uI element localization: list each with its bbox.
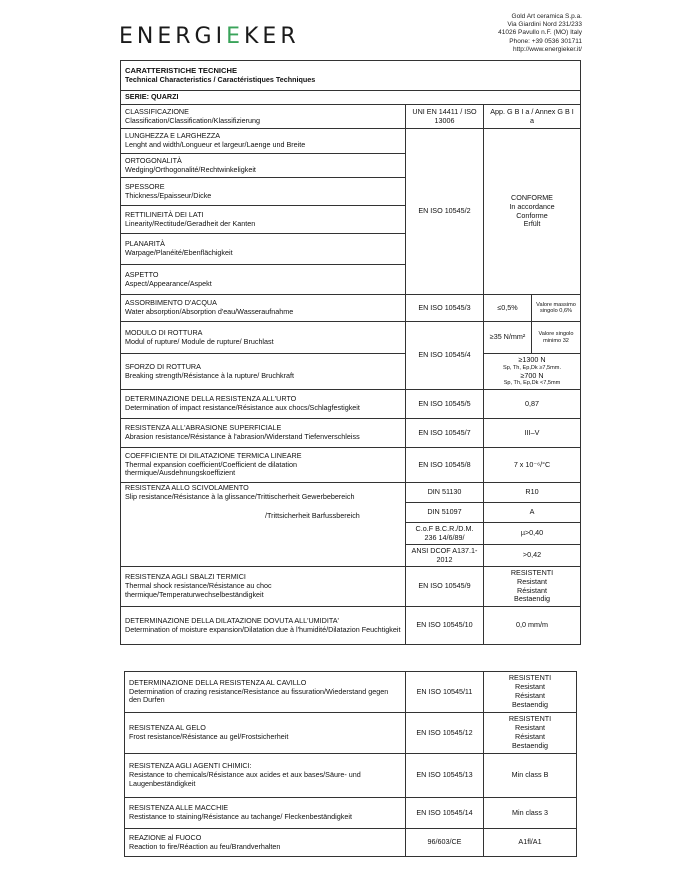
table-cell: EN ISO 10545/4 [406,322,484,390]
address-line: Gold Art ceramica S.p.a. [511,13,582,20]
cell-text: MODULO DI ROTTURA [125,327,203,337]
table-cell: ≥35 N/mm² [484,322,532,354]
cell-text: Reaction to fire/Réaction au feu/Brandverhalten [129,841,281,851]
cell-text: Frost resistance/Résistance au gel/Frostsicherheit [129,732,289,741]
cell-text: RESISTENZA AGLI SBALZI TERMICI [125,572,246,582]
table-cell: III–V [484,419,581,448]
cell-text: RESISTENZA AL GELO [129,723,206,733]
cell-text: RESISTENTI [508,673,552,683]
cell-text: Modul of rupture/ Module de rupture/ Bruchlast [125,336,274,346]
table-cell: EN ISO 10545/5 [406,390,484,419]
table-cell [125,798,406,829]
brand-logo [119,24,300,49]
cell-text: Lenght and width/Longueur et largeur/Laenge und Breite [125,140,306,149]
table-cell: EN ISO 10545/7 [406,419,484,448]
table-row [121,567,581,607]
address-line: Phone: +39 0536 301711 [509,37,582,45]
cell-text: Bestaendig [512,740,548,750]
table-cell [125,754,406,798]
cell-text: Thermal shock resistance/Résistance au choc thermique/Temperaturwechselbeständigkeit [125,581,272,599]
table-cell [121,354,406,390]
cell-text: ENERGI [119,24,227,49]
table-cell: ANSI DCOF A137.1-2012 [406,545,484,567]
cell-text: Determination of impact resistance/Résistance aux chocs/Schlagfestigkeit [125,403,360,412]
cell-text: Classification/Classification/Klassifizierung [125,115,261,125]
table-cell [121,483,406,567]
cell-text: CARATTERISTICHE TECNICHE [125,65,238,75]
table-cell: DIN 51130 [406,483,484,503]
table-cell [121,322,406,354]
table-cell [121,154,406,178]
table-row [121,129,581,154]
tech-table-main [120,60,581,645]
table-cell: UNI EN 14411 / ISO 13006 [406,105,484,129]
table-cell [484,672,577,713]
table-row [125,713,577,754]
table-cell: EN ISO 10545/3 [406,295,484,322]
cell-text: RESISTENZA ALLO SCIVOLAMENTO [125,483,249,492]
table-cell: EN ISO 10545/12 [406,713,484,754]
table-cell [121,129,406,154]
table-cell [121,567,406,607]
cell-text: Breaking strength/Résistance à la rupture/ Bruchkraft [125,370,294,380]
table-cell: Min class B [484,754,577,798]
cell-text: PLANARITÀ [125,239,165,249]
table-cell [121,234,406,265]
table-row [125,798,577,829]
table-cell: Valore massimo singolo 0,6% [532,295,581,322]
table-cell: EN ISO 10545/11 [406,672,484,713]
cell-text: Résistant [515,691,545,700]
cell-text: RESISTENTI [510,567,554,577]
table-row [121,448,581,483]
cell-text: ORTOGONALITÀ [125,155,182,165]
cell-text: Warpage/Planéité/Ebenflächigkeit [125,248,233,257]
cell-text: ≥1300 N [518,355,546,365]
table-cell: C.o.F B.C.R./D.M. 236 14/6/89/ [406,523,484,545]
table-cell [121,105,406,129]
cell-text: RESISTENZA AGLI AGENTI CHIMICI: [129,761,252,771]
cell-text: E [226,24,244,49]
table-row [125,754,577,798]
table-cell: 0,87 [484,390,581,419]
table-cell: 96/603/CE [406,829,484,857]
cell-text: RESISTENZA ALLE MACCHIE [129,803,229,813]
cell-text: Resistant [517,576,547,586]
table-cell [121,265,406,295]
conforme-cell [484,129,581,295]
cell-text: Resistant [515,682,545,692]
cell-text: Resistance to chemicals/Résistance aux acides et aux bases/Säure- und Laugenbeständigkeit [129,770,361,788]
table-cell [121,178,406,206]
table-cell [125,713,406,754]
cell-text: Bestaendig [514,594,550,604]
table-cell [121,206,406,234]
cell-text: LUNGHEZZA E LARGHEZZA [125,131,221,141]
cell-text: RESISTENTI [508,714,552,724]
address-line: http://www.energieker.it/ [512,45,582,53]
cell-text: RESISTENZA ALL'ABRASIONE SUPERFICIALE [125,423,282,433]
address-line: 41026 Pavullo n.F. (MO) Italy [498,29,582,37]
cell-text: COEFFICIENTE DI DILATAZIONE TERMICA LINEARE [125,450,302,460]
cell-text: RETTILINEITÀ DEI LATI [125,209,204,219]
cell-text: ASPETTO [125,269,159,279]
table-cell: ≤0,5% [484,295,532,322]
table-row [121,322,581,354]
cell-text: DETERMINAZIONE DELLA RESISTENZA AL CAVILLO [129,677,307,687]
table-cell [121,295,406,322]
table-cell: 0,0 mm/m [484,607,581,645]
table-row [125,829,577,857]
company-address [498,13,582,54]
table-cell [125,829,406,857]
cell-text: Résistant [515,732,545,741]
table-cell: EN ISO 10545/14 [406,798,484,829]
table-cell: EN ISO 10545/13 [406,754,484,798]
table-cell: Min class 3 [484,798,577,829]
cell-text: CLASSIFICAZIONE [125,106,189,116]
cell-text: SFORZO DI ROTTURA [125,361,201,371]
table-cell: EN ISO 10545/9 [406,567,484,607]
table-cell: EN ISO 10545/8 [406,448,484,483]
address-line: Via Giardini Nord 231/233 [507,21,582,29]
cell-text: In accordance [509,201,555,211]
cell-text: Slip resistance/Résistance à la glissance/Trittischerheit Gewerbebereich [125,491,355,501]
table-cell [121,607,406,645]
table-row [121,607,581,645]
cell-text: Sp, Th, Ep,Dk ≥7,5mm. [503,365,562,372]
table-row [121,419,581,448]
cell-text: Determination of crazing resistance/Resistance au fissuration/Wiederstand gegen den Durfen [129,686,389,705]
cell-text: DETERMINAZIONE DELLA DILATAZIONE DOVUTA ALL'UMIDITA' [125,615,339,625]
cell-text: ASSORBIMENTO D'ACQUA [125,298,217,308]
cell-text: DETERMINAZIONE DELLA RESISTENZA ALL'URTO [125,394,297,404]
cell-text: Resistant [515,723,545,733]
cell-text: Determination of moisture expansion/Dilatation due à l'humidité/Dilatazion Feuchtigkeit [125,624,401,634]
cell-text: Conforme [516,210,548,220]
table-cell: Valore singolo minimo 32 [532,322,581,354]
table-row [121,295,581,322]
table-row [121,105,581,129]
table-cell: R10 [484,483,581,503]
table-cell [121,419,406,448]
cell-text: SPESSORE [125,181,165,191]
cell-text: Bestaendig [512,699,548,709]
cell-text: KER [244,24,300,49]
table-cell: µ>0,40 [484,523,581,545]
series-label [121,91,581,105]
cell-text: Technical Characteristics / Caractéristiques Techniques [125,74,316,84]
table-cell [125,672,406,713]
cell-text: CONFORME [511,192,553,202]
cell-text: Wedging/Orthogonalité/Rechtwinkeligkeit [125,164,256,174]
table-title [121,61,581,91]
cell-text: Linearity/Rectitude/Geradheit der Kanten [125,218,256,228]
cell-text: Thickness/Epaisseur/Dicke [125,190,212,200]
cell-text: Résistant [517,585,547,595]
table-cell: A1fl/A1 [484,829,577,857]
table-cell [121,390,406,419]
cell-text: Aspect/Appearance/Aspekt [125,278,212,288]
table-cell [484,713,577,754]
table-cell [484,567,581,607]
cell-text: Restistance to staining/Résistance au tachange/ Fleckenbeständigkeit [129,812,352,821]
cell-text: Erfült [523,219,541,229]
table-row [121,354,581,390]
table-cell [121,448,406,483]
cell-text: ≥700 N [520,370,544,380]
table-cell: EN ISO 10545/10 [406,607,484,645]
table-row [121,483,581,503]
table-row [125,672,577,713]
cell-text: SERIE: QUARZI [125,92,179,102]
cell-text: Thermal expansion coefficient/Coefficient de dilatation thermique/Ausdehnungskoeffizient [125,459,297,478]
table-cell: 7 x 10⁻⁶/°C [484,448,581,483]
cell-text: REAZIONE al FUOCO [129,832,202,842]
cell-text: Sp, Th, Ep,Dk <7,5mm [503,380,561,387]
table-cell: >0,42 [484,545,581,567]
cell-text: Water absorption/Absorption d'eau/Wasseraufnahme [125,307,294,316]
cell-text: /Trittsicherheit Barfussbereich [265,510,360,520]
table-cell: A [484,503,581,523]
table-cell: DIN 51097 [406,503,484,523]
cell-text: Abrasion resistance/Résistance à l'abrasion/Widerstand Tiefenverschleiss [125,432,360,441]
tech-table-secondary [124,671,577,857]
table-cell: App. G B I a / Annex G B I a [484,105,581,129]
table-cell: EN ISO 10545/2 [406,129,484,295]
table-cell [484,354,581,390]
table-row [121,390,581,419]
